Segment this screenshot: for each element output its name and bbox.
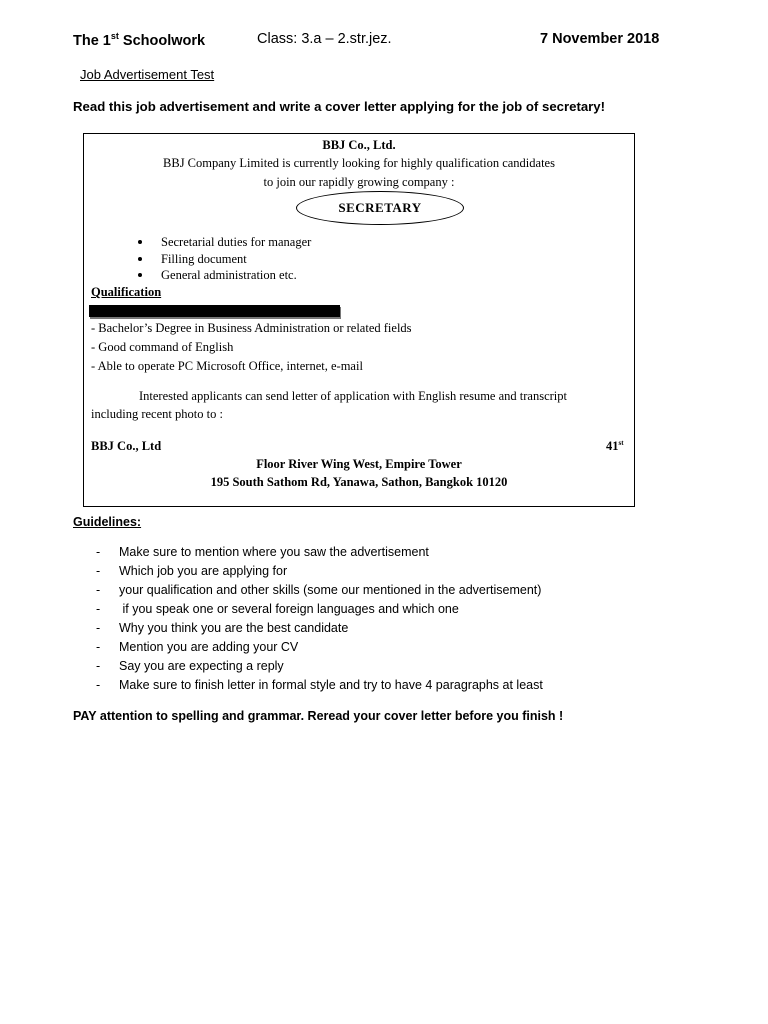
qualification-item: - Able to operate PC Microsoft Office, internet, e-mail	[91, 359, 363, 373]
bullet-icon	[138, 240, 142, 244]
footer-note: PAY attention to spelling and grammar. Reread your cover letter before you finish !	[73, 709, 564, 723]
class-label: Class: 3.a – 2.str.jez.	[257, 31, 392, 47]
list-dash: -	[96, 545, 101, 559]
title-prefix: The 1	[73, 32, 111, 49]
list-dash: -	[96, 583, 101, 597]
bullet-icon	[138, 273, 142, 277]
list-dash: -	[96, 621, 101, 635]
duty-item: Filling document	[161, 252, 247, 266]
contact-company: BBJ Co., Ltd	[91, 439, 162, 453]
ad-intro-line-1: BBJ Company Limited is currently looking for highly qualification candidates	[163, 156, 555, 170]
guideline-item: your qualification and other skills (some our mentioned in the advertisement)	[119, 583, 542, 597]
application-line-1: Interested applicants can send letter of application with English resume and transcript	[139, 389, 567, 403]
qualification-item: - Bachelor’s Degree in Business Administration or related fields	[91, 321, 412, 335]
guideline-item: Why you think you are the best candidate	[119, 621, 349, 635]
address-line-2: 195 South Sathom Rd, Yanawa, Sathon, Bangkok 10120	[210, 475, 508, 489]
redaction-bar	[89, 305, 340, 317]
guideline-item: Say you are expecting a reply	[119, 659, 284, 673]
document-title	[73, 31, 205, 49]
guideline-item: Make sure to finish letter in formal style and try to have 4 paragraphs at least	[119, 678, 543, 692]
guideline-item: if you speak one or several foreign languages and which one	[119, 602, 459, 616]
guideline-item: Which job you are applying for	[119, 564, 288, 578]
guidelines-heading: Guidelines:	[73, 515, 142, 529]
list-dash: -	[96, 678, 101, 692]
position-oval	[296, 191, 464, 225]
address-line-1: Floor River Wing West, Empire Tower	[256, 457, 462, 471]
floor-number-superscript: st	[618, 439, 624, 447]
guideline-item: Mention you are adding your CV	[119, 640, 299, 654]
list-dash: -	[96, 659, 101, 673]
duty-item: Secretarial duties for manager	[161, 235, 312, 249]
title-superscript: st	[110, 31, 119, 41]
ad-intro-line-2: to join our rapidly growing company :	[263, 175, 455, 189]
title-suffix: Schoolwork	[118, 32, 206, 49]
guideline-item: Make sure to mention where you saw the advertisement	[119, 545, 429, 559]
list-dash: -	[96, 640, 101, 654]
floor-number	[606, 439, 624, 454]
qualification-item: - Good command of English	[91, 340, 234, 354]
ad-company-name: BBJ Co., Ltd.	[322, 138, 396, 152]
instruction-text: Read this job advertisement and write a cover letter applying for the job of secretary!	[73, 99, 606, 114]
document-date: 7 November 2018	[540, 31, 660, 47]
list-dash: -	[96, 602, 101, 616]
duty-item: General administration etc.	[161, 268, 297, 282]
floor-number-value: 41	[606, 439, 619, 454]
application-line-2: including recent photo to :	[91, 407, 223, 421]
list-dash: -	[96, 564, 101, 578]
qualification-heading: Qualification	[91, 285, 162, 299]
test-title: Job Advertisement Test	[80, 67, 215, 82]
bullet-icon	[138, 257, 142, 261]
position-title: SECRETARY	[338, 200, 422, 215]
